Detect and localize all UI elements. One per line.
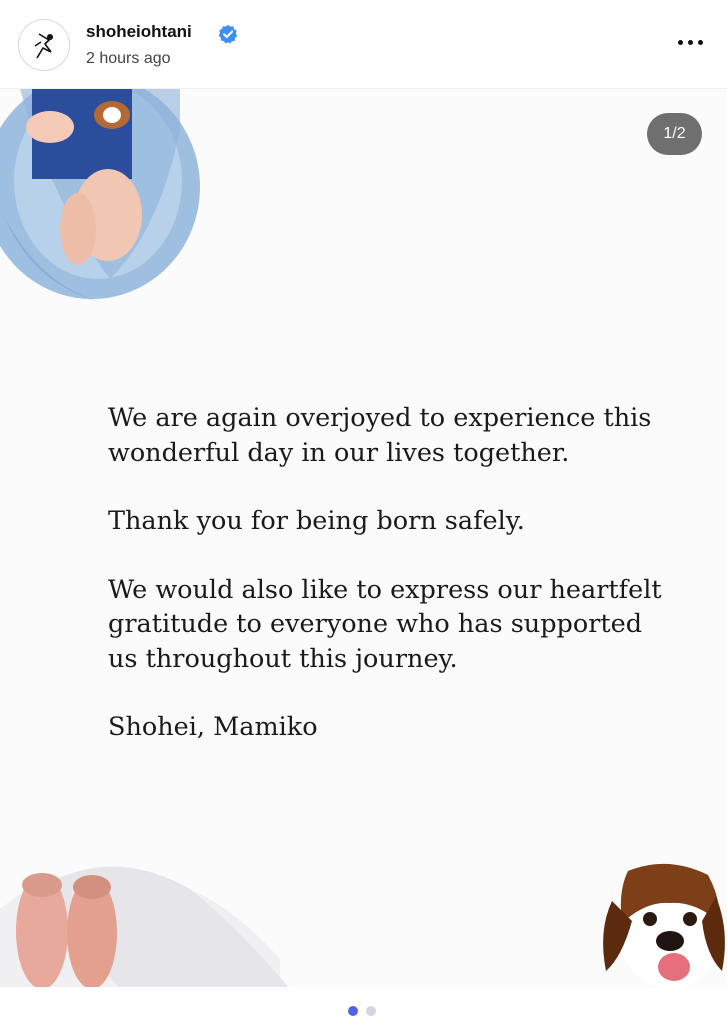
dog-photo [598,861,727,987]
letter-signature: Shohei, Mamiko [108,712,318,742]
letter-text [108,401,668,779]
letter-paragraph-1: We are again overjoyed to experience this wonderful day in our lives together. [108,403,652,468]
baby-feet-photo [0,849,300,987]
avatar-logo-icon [31,30,59,62]
letter-paragraph-3: We would also like to express our heartfelt gratitude to everyone who has supported us throughout this journey. [108,574,662,674]
username[interactable]: shoheiohtani [86,22,192,41]
post-header [0,0,727,89]
post-image[interactable] [0,89,727,987]
carousel-dot-2[interactable] [366,1006,376,1016]
more-options-icon[interactable] [676,30,706,54]
carousel-dot-1[interactable] [348,1006,358,1016]
letter-paragraph-2: Thank you for being born safely. [108,506,525,536]
carousel-counter: 1/2 [647,113,702,155]
avatar[interactable] [18,19,70,71]
carousel-indicator[interactable] [348,1006,380,1016]
verified-badge-icon [218,24,238,44]
baby-blanket-photo [0,89,220,319]
post-time: 2 hours ago [86,50,171,67]
